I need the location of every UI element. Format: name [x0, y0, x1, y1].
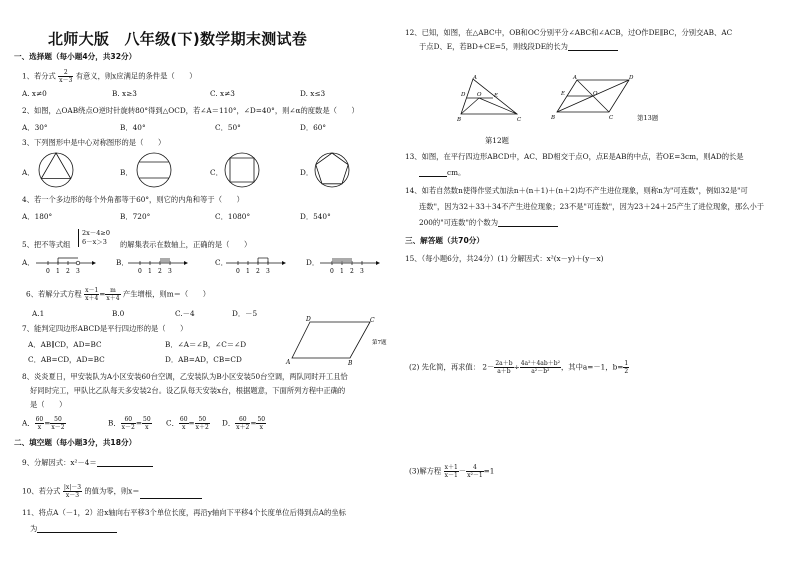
question-11-line-1: 11、将点A（－1，2）沿x轴向右平移3个单位长度，再沿y轴向下平移4个长度单位后得到点A的坐标 [22, 508, 346, 517]
q8-option-c[interactable]: C． $\frac{60}{x}$ = $\frac{50}{x+2}$ [166, 416, 209, 431]
question-5: 5、把不等式组 [22, 240, 71, 249]
q12-answer-blank[interactable] [568, 43, 618, 51]
tick-2: 2 [158, 268, 162, 275]
q9-answer-blank[interactable] [97, 459, 153, 467]
q4-option-c[interactable]: C．1080° [215, 212, 251, 221]
q5-inequality-system: 2x－4≥0 6－x＞3 [78, 229, 110, 247]
question-2: 2、如图，△OAB绕点O逆时针旋转80°得到△OCD，若∠A＝110°，∠D=40°，则∠α的度数是（ ） [22, 106, 359, 115]
q5-option-d[interactable]: D． [306, 258, 320, 267]
question-8-line-2: 好同时完工，甲队比乙队每天多安装2台。设乙队每天安装x台，根据题意，下面所列方程中正确的 [30, 386, 346, 395]
question-3: 3、下列图形中是中心对称图形的是（ ） [22, 138, 166, 147]
q2-option-d[interactable]: D．60° [300, 123, 327, 132]
tick-1: 1 [246, 268, 250, 275]
section-fill-heading: 二、填空题（每小题3分，共18分） [14, 438, 137, 447]
q2-option-c[interactable]: C．50° [215, 123, 241, 132]
q7-figure-caption: 第7题 [372, 340, 387, 346]
label-d: D [306, 316, 311, 323]
question-14-line-2: 连数"，因为32＋33＋34不产生进位现象；23不是"可连数"，因为23＋24＋25产生了进位现象，那么小于 [419, 202, 765, 211]
q1-option-b[interactable]: B. x≥3 [112, 89, 137, 98]
label-c: C [370, 317, 375, 324]
q12-figure-caption: 第12题 [485, 136, 509, 145]
q5-option-b[interactable]: B． [116, 258, 129, 267]
q5-number-line-d [318, 253, 380, 275]
q5-number-line-a [34, 253, 96, 275]
q2-option-a[interactable]: A．30° [22, 123, 48, 132]
q7-option-c[interactable]: C．AB=CD，AD=BC [28, 355, 105, 364]
question-8-line-3: 是（ ） [30, 400, 67, 409]
tick-2: 2 [66, 268, 70, 275]
q1-option-a[interactable]: A. x≠0 [22, 89, 47, 98]
section-answer-heading: 三、解答题（共70分） [405, 236, 484, 245]
q6-fraction-right: $\frac{m}{x+4}$ [106, 287, 120, 302]
q4-option-d[interactable]: D．540° [300, 212, 331, 221]
tick-3: 3 [168, 268, 172, 275]
q13-answer-blank[interactable] [419, 169, 447, 177]
question-13-line-2: cm。 [419, 168, 465, 177]
q5-tail: 的解集表示在数轴上，正确的是（ ） [120, 240, 252, 249]
question-10: 10、若分式 $\frac{|x|-3}{x-3}$ 的值为零，则x＝ [22, 484, 202, 499]
q8-option-b[interactable]: B． $\frac{60}{x-2}$ = $\frac{50}{x}$ [108, 416, 151, 431]
tick-1: 1 [340, 268, 344, 275]
q7-option-a[interactable]: A．AB∥CD，AD=BC [28, 340, 102, 349]
q6-option-d[interactable]: D．－5 [232, 309, 258, 318]
q5-number-line-c [224, 253, 286, 275]
q3-figure-d-pentagon-in-circle [312, 150, 352, 190]
question-9: 9、分解因式：x²－4＝ [22, 458, 153, 467]
label-d: D [629, 75, 634, 81]
tick-0: 0 [330, 268, 334, 275]
question-14-line-1: 14、如若自然数n使得作竖式加法n＋(n＋1)＋(n＋2)均不产生进位现象，则称n为"可连数"，例如32是"可 [405, 186, 748, 195]
tick-1: 1 [148, 268, 152, 275]
question-15-part-1: 15、（每小题6分，共24分）(1) 分解因式：x²(x－y)＋(y－x) [405, 254, 604, 263]
q7-option-b[interactable]: B．∠A＝∠B，∠C＝∠D [165, 340, 247, 349]
label-b: B [551, 115, 556, 121]
question-11-line-2: 为 [30, 524, 117, 533]
label-e: E [561, 91, 566, 97]
label-a: A [573, 75, 577, 81]
question-8-line-1: 8、炎炎夏日，甲安装队为A小区安装60台空调，乙安装队为B小区安装50台空调，两队同时开工且恰 [22, 372, 348, 381]
q12-triangle-figure [457, 74, 529, 122]
question-13-line-1: 13、如图，在平行四边形ABCD中，AC、BD相交于点O，点E是AB的中点，若OE=3cm，则AD的长是 [405, 152, 744, 161]
label-o: O [593, 91, 598, 97]
tick-2: 2 [256, 268, 260, 275]
q13-figure-caption: 第13题 [637, 114, 659, 122]
label-b: B [348, 360, 353, 366]
q5-option-c[interactable]: C． [215, 258, 228, 267]
label-c: C [517, 117, 522, 122]
question-15-part-2: (2) 先化简，再求值： 2－ $\frac{2a+b}{a+b}$ ÷ $\frac{\text{4a²＋4ab＋b²}}{\text{a²－b²}}$ ，其中a=－1，b= $\frac{1}{2}$ [409, 360, 629, 375]
q6-option-b[interactable]: B.0 [112, 309, 125, 318]
label-o: O [477, 92, 482, 98]
q7-parallelogram-figure [284, 316, 392, 366]
question-6: 6、若解分式方程 $\frac{x-1}{x+4}$ = $\frac{m}{x+4}$ 产生增根，则m＝（ ） [26, 287, 211, 302]
question-7: 7、能判定四边形ABCD是平行四边形的是（ ） [22, 324, 188, 333]
q5-number-line-b [126, 253, 188, 275]
q8-option-a[interactable]: A． $\frac{60}{x}$ = $\frac{50}{x-2}$ [22, 416, 65, 431]
q3-option-b[interactable]: B． [120, 168, 133, 177]
q3-option-c[interactable]: C． [210, 168, 223, 177]
q4-option-a[interactable]: A．180° [22, 212, 53, 221]
q6-fraction-left: $\frac{x-1}{x+4}$ [85, 287, 99, 302]
tick-0: 0 [236, 268, 240, 275]
q11-answer-blank[interactable] [37, 525, 117, 533]
tick-0: 0 [138, 268, 142, 275]
q13-parallelogram-figure [551, 74, 637, 122]
q6-option-c[interactable]: C.－4 [175, 309, 195, 318]
q14-answer-blank[interactable] [498, 219, 558, 227]
label-a: A [473, 75, 477, 81]
q6-option-a[interactable]: A.1 [32, 309, 45, 318]
label-b: B [457, 117, 462, 122]
q4-option-b[interactable]: B．720° [120, 212, 151, 221]
tick-2: 2 [350, 268, 354, 275]
section-choice-heading: 一、选择题（每小题4分，共32分） [14, 52, 137, 61]
q8-option-d[interactable]: D． $\frac{60}{x+2}$ = $\frac{50}{x}$ [222, 416, 266, 431]
page-title: 北师大版 八年级(下)数学期末测试卷 [48, 30, 308, 48]
q7-option-d[interactable]: D．AB=AD，CB=CD [165, 355, 242, 364]
q1-fraction: $\frac{2}{x-3}$ [59, 69, 73, 84]
q5-option-a[interactable]: A． [22, 258, 35, 267]
question-14-line-3: 200的"可连数"的个数为 [419, 218, 558, 227]
tick-3: 3 [266, 268, 270, 275]
question-12-line-1: 12、已知，如图，在△ABC中，OB和OC分别平分∠ABC和∠ACB，过O作DE∥BC，分别交AB、AC [405, 28, 733, 37]
question-15-part-3: (3)解方程 $\frac{x+1}{x-1}$ － $\frac{4}{\text{x²－1}}$ =1 [409, 464, 495, 479]
q3-option-a[interactable]: A． [22, 168, 35, 177]
label-a: A [286, 359, 291, 366]
tick-0: 0 [46, 268, 50, 275]
q3-figure-a-triangle-in-circle [36, 150, 76, 190]
question-12-line-2: 于点D、E，若BD+CE=5，则线段DE的长为 [419, 42, 618, 51]
q10-fraction: $\frac{|x|-3}{x-3}$ [63, 484, 82, 499]
question-1: 1、若分式 $\frac{2}{x-3}$ 有意义，则x应满足的条件是（ ） [22, 69, 197, 84]
q3-figure-b-circle-with-chords [134, 150, 174, 190]
label-d: D [461, 92, 466, 98]
tick-3: 3 [76, 268, 80, 275]
q10-answer-blank[interactable] [140, 491, 202, 499]
tick-1: 1 [56, 268, 60, 275]
q2-option-b[interactable]: B．40° [120, 123, 146, 132]
q3-option-d[interactable]: D． [300, 168, 314, 177]
label-e: E [494, 93, 499, 99]
tick-3: 3 [360, 268, 364, 275]
q1-option-c[interactable]: C. x≠3 [210, 89, 235, 98]
q1-option-d[interactable]: D. x≤3 [300, 89, 326, 98]
question-4: 4、若一个多边形的每个外角都等于60°，则它的内角和等于（ ） [22, 195, 244, 204]
label-c: C [609, 115, 614, 121]
q3-figure-c-square-in-circle [222, 150, 262, 190]
